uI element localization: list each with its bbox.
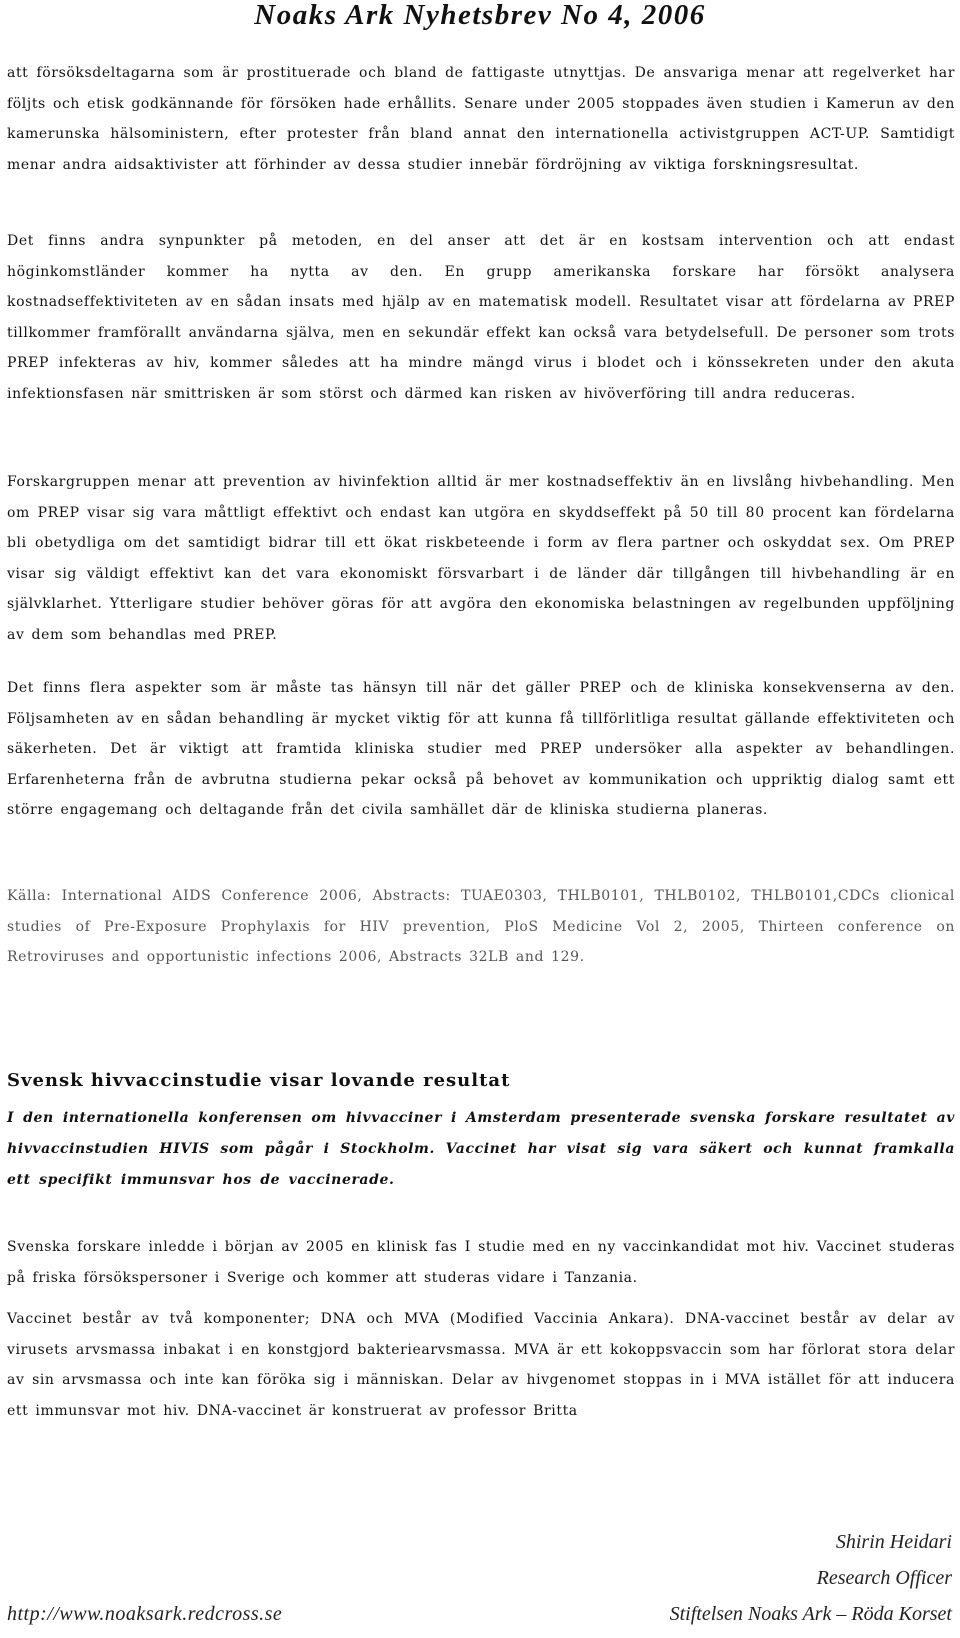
author-name: Shirin Heidari bbox=[835, 1531, 952, 1553]
article-heading: Svensk hivvaccinstudie visar lovande resultat bbox=[7, 1070, 511, 1091]
paragraph-vaccine-components: Vaccinet består av två komponenter; DNA och MVA (Modified Vaccinia Ankara). DNA-vaccinet består av delar av virusets arvsmassa inbakat i en konstgjord bakteriearvsmassa. MVA är ett kokoppsvaccin som har förlorat stora delar av sin arvsmassa och inte kan föröka sig i människan. Delar av hivgenomet stoppas in i MVA istället för att inducera ett immunsvar mot hiv. DNA-vaccinet är konstruerat av professor Britta bbox=[7, 1311, 955, 1419]
website-link[interactable]: http://www.noaksark.redcross.se bbox=[7, 1603, 283, 1625]
article-lead: I den internationella konferensen om hivvacciner i Amsterdam presenterade svenska forskare resultatet av hivvaccinstudien HIVIS som pågår i Stockholm. Vaccinet har visat sig vara säkert och kunnat framkalla ett specifikt immunsvar hos de vaccinerade. bbox=[7, 1110, 955, 1188]
paragraph-cost-effectiveness: Det finns andra synpunkter på metoden, en del anser att det är en kostsam intervention och att endast höginkomstländer kommer ha nytta av den. En grupp amerikanska forskare har försökt analysera kostnadseffektiviteten av en sådan insats med hjälp av en matematisk modell. Resultatet visar att fördelarna av PREP tillkommer framförallt användarna själva, men en sekundär effekt kan också vara betydelsefull. De personer som trots PREP infekteras av hiv, kommer således att ha mindre mängd virus i blodet och i könssekreten under den akuta infektionsfasen när smittrisken är som störst och därmed kan risken av hivöverföring till andra reduceras. bbox=[7, 233, 955, 402]
paragraph-ethics: att försöksdeltagarna som är prostituerade och bland de fattigaste utnyttjas. De ansvariga menar att regelverket har följts och etisk godkännande för försöken hade erhållits. Senare under 2005 stoppades även studien i Kamerun av den kamerunska hälsoministern, efter protester från bland annat den internationella activistgruppen ACT-UP. Samtidigt menar andra aidsaktivister att förhinder av dessa studier innebär fördröjning av viktiga forskningsresultat. bbox=[7, 65, 955, 173]
author-role: Research Officer bbox=[816, 1567, 952, 1589]
source-citation: Källa: International AIDS Conference 2006, Abstracts: TUAE0303, THLB0101, THLB0102, THLB0101,CDCs clionical studies of Pre-Exposure Prophylaxis for HIV prevention, PloS Medicine Vol 2, 2005, Thirteen conference on Retroviruses and opportunistic infections 2006, Abstracts 32LB and 129. bbox=[7, 888, 955, 965]
paragraph-phase-one: Svenska forskare inledde i början av 2005 en klinisk fas I studie med en ny vaccinkandidat mot hiv. Vaccinet studeras på friska försökspersoner i Sverige och kommer att studeras vidare i Tanzania. bbox=[7, 1239, 955, 1286]
page-title: Noaks Ark Nyhetsbrev No 4, 2006 bbox=[254, 0, 706, 31]
organization-name: Stiftelsen Noaks Ark – Röda Korset bbox=[669, 1603, 952, 1625]
paragraph-clinical-aspects: Det finns flera aspekter som är måste tas hänsyn till när det gäller PREP och de kliniska konsekvenserna av den. Följsamheten av en sådan behandling är mycket viktig för att kunna få tillförlitliga resultat gällande effektiviteten och säkerheten. Det är viktigt att framtida kliniska studier med PREP undersöker alla aspekter av behandlingen. Erfarenheterna från de avbrutna studierna pekar också på behovet av kommunikation och uppriktig dialog samt ett större engagemang och deltagande från det civila samhället där de kliniska studierna planeras. bbox=[7, 680, 955, 818]
paragraph-prevention: Forskargruppen menar att prevention av hivinfektion alltid är mer kostnadseffektiv än en livslång hivbehandling. Men om PREP visar sig vara måttligt effektivt och endast kan utgöra en skyddseffekt på 50 till 80 procent kan fördelarna bli obetydliga om det samtidigt bidrar till ett ökat riskbeteende i form av flera partner och oskyddat sex. Om PREP visar sig väldigt effektivt kan det vara ekonomiskt försvarbart i de länder där tillgången till hivbehandling är en självklarhet. Ytterligare studier behöver göras för att avgöra den ekonomiska belastningen av regelbunden uppföljning av dem som behandlas med PREP. bbox=[7, 474, 955, 643]
